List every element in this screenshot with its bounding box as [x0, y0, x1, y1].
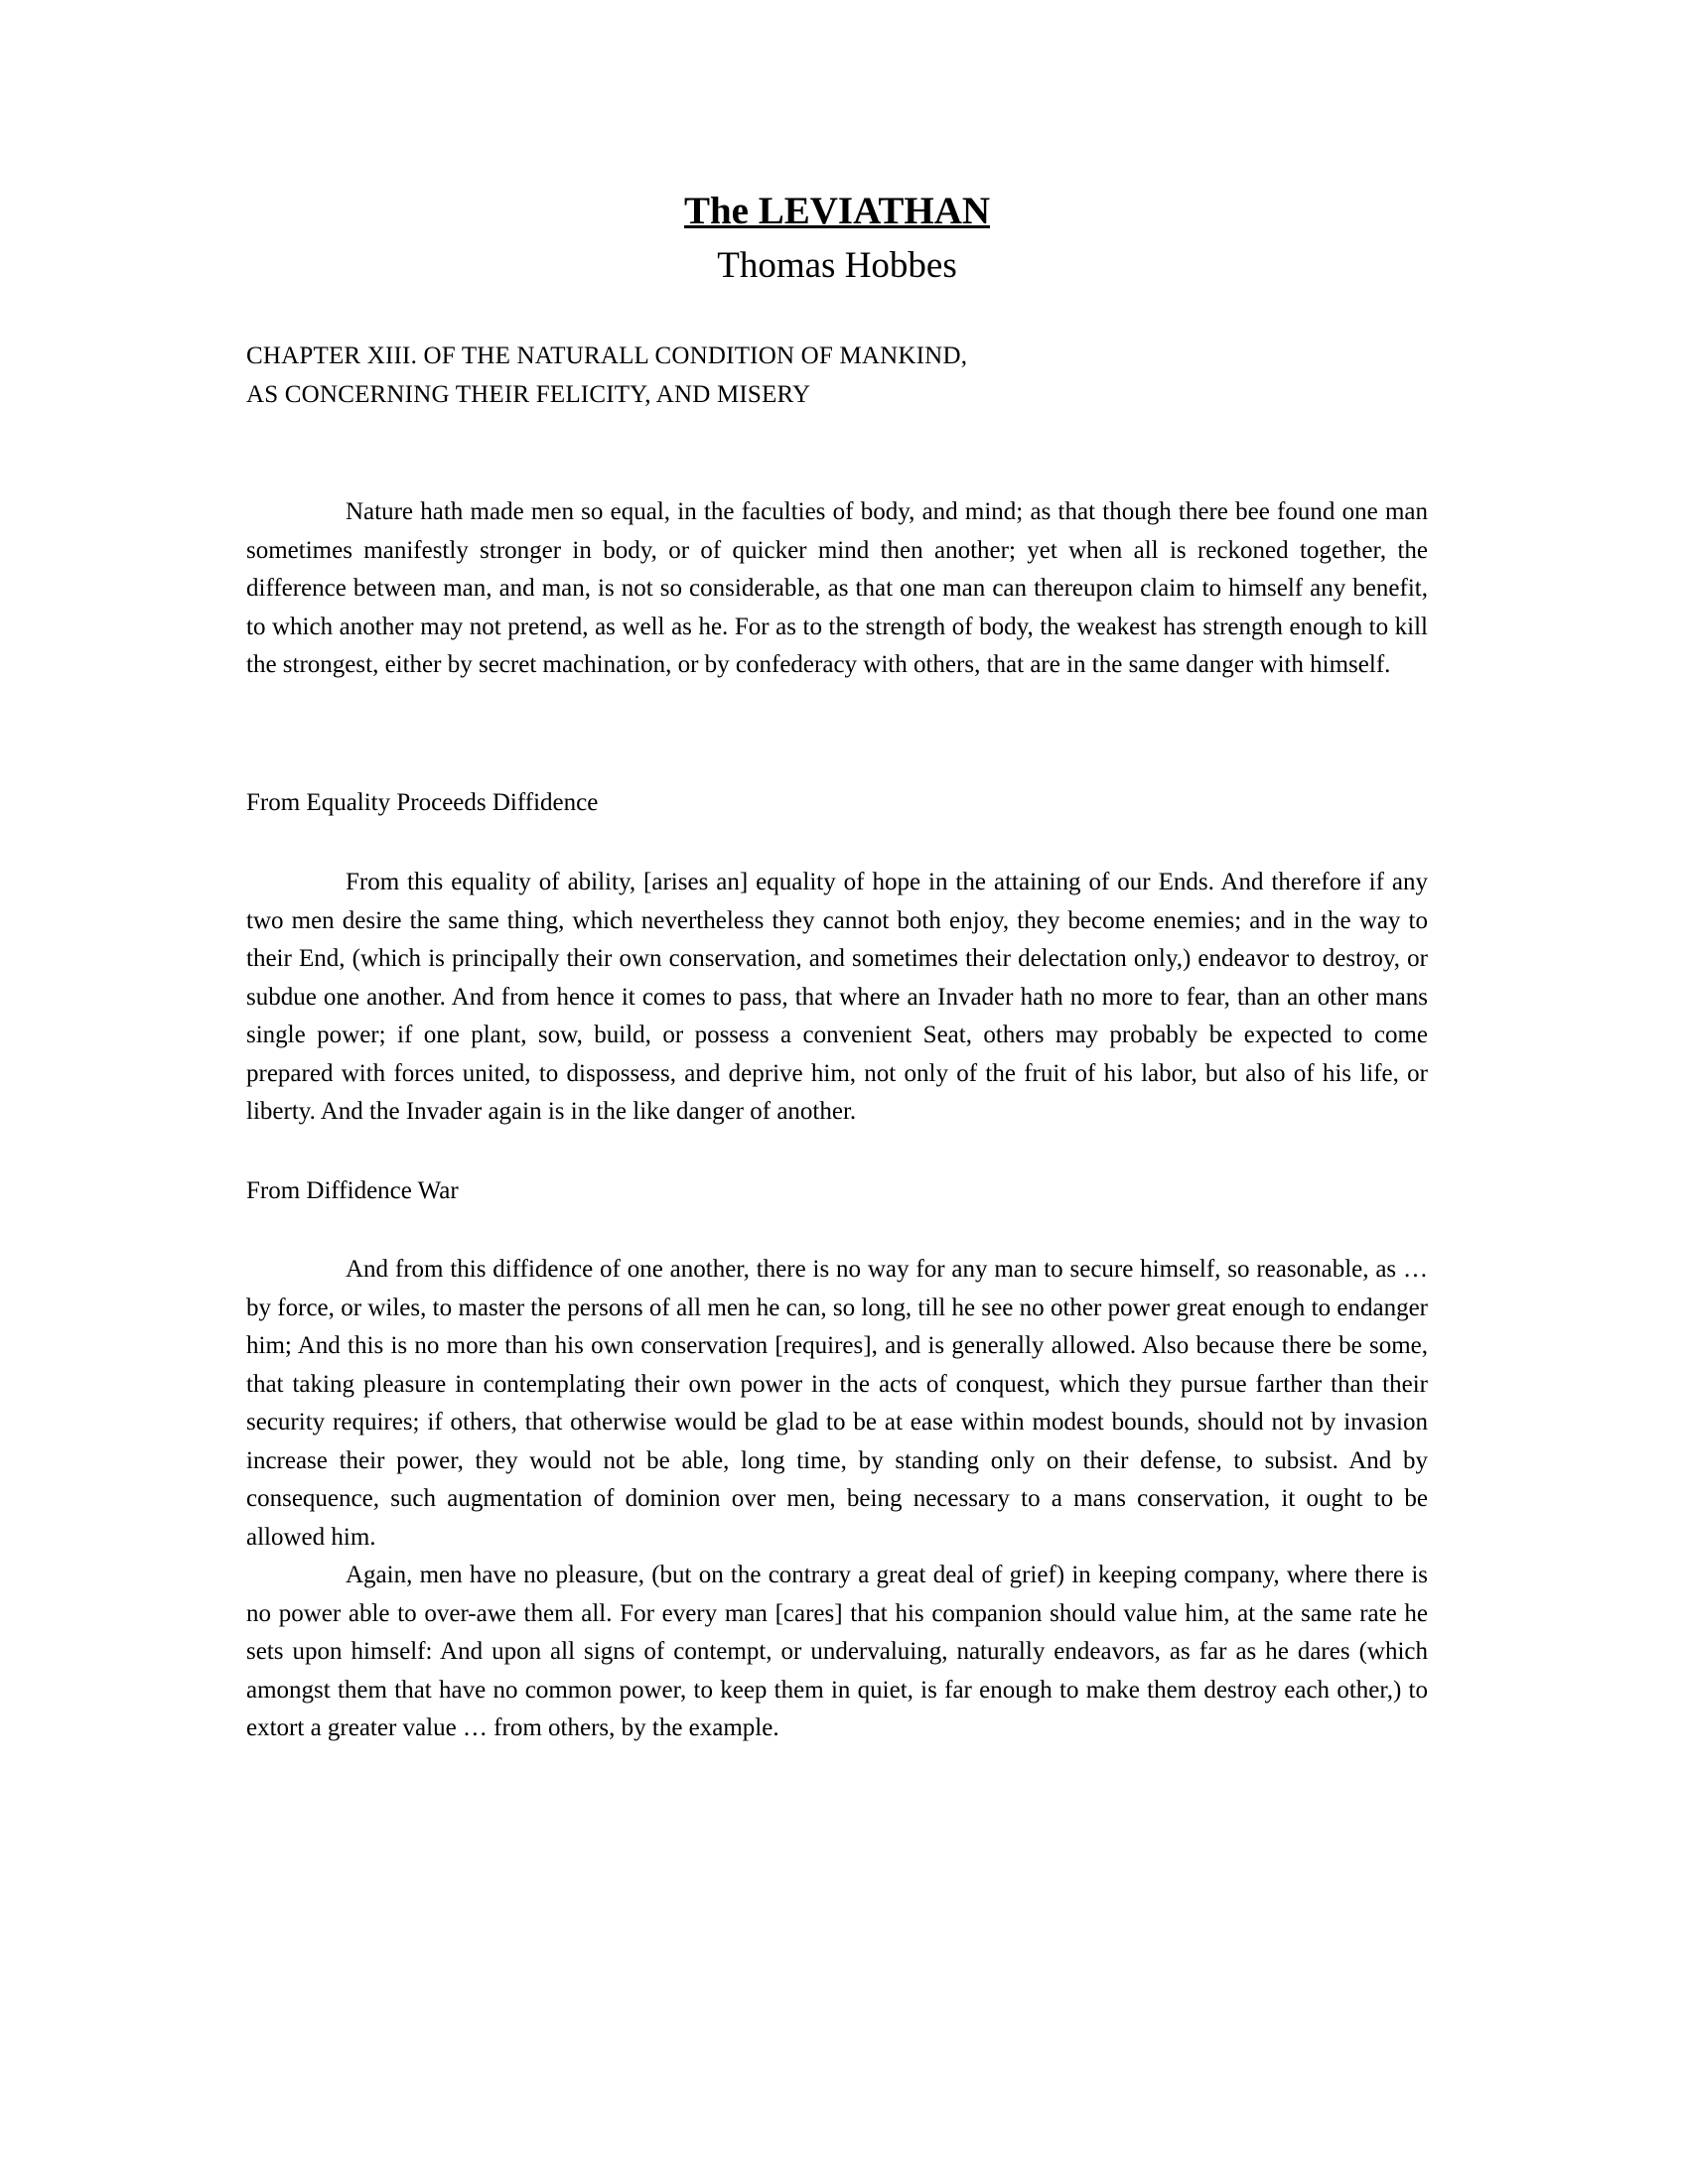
document-title: The LEVIATHAN	[683, 190, 991, 232]
chapter-heading-line-2: AS CONCERNING THEIR FELICITY, AND MISERY	[246, 381, 811, 408]
paragraph-diffidence-of-one-another: And from this diffidence of one another, there is no way for any man to secure himself, so reasonable, as … by force, or wiles, to master the persons of all men he can, so long, till he see no other power great enough to endanger him; And this is no more than his own conservation [requires], and is generally allowed. Also because there be some, that taking pleasure in contemplating their own power in the acts of conquest, which they pursue farther than their security requires; if others, that otherwise would be glad to be at ease within modest bounds, should not by invasion increase their power, they would not be able, long time, by standing only on their defense, to subsist. And by consequence, such augmentation of dominion over men, being necessary to a mans conservation, it ought to be allowed him.	[246, 1256, 1428, 1551]
paragraph-nature-equality: Nature hath made men so equal, in the faculties of body, and mind; as that though there bee found one man sometimes manifestly stronger in body, or of quicker mind then another; yet when all is reckoned together, the difference between man, and man, is not so considerable, as that one man can thereupon claim to himself any benefit, to which another may not pretend, as well as he. For as to the strength of body, the weakest has strength enough to kill the strongest, either by secret machination, or by confederacy with others, that are in the same danger with himself.	[246, 498, 1428, 678]
section-heading-diffidence-war: From Diffidence War	[246, 1176, 459, 1204]
section-heading-equality-diffidence: From Equality Proceeds Diffidence	[246, 788, 599, 816]
chapter-heading-line-1: CHAPTER XIII. OF THE NATURALL CONDITION OF MANKIND,	[246, 342, 968, 369]
paragraph-men-have-no-pleasure: Again, men have no pleasure, (but on the contrary a great deal of grief) in keeping company, where there is no power able to over-awe them all. For every man [cares] that his companion should value him, at the same rate he sets upon himself: And upon all signs of contempt, or undervaluing, naturally endeavors, as far as he dares (which amongst them that have no common power, to keep them in quiet, is far enough to make them destroy each other,) to extort a greater value … from others, by the example.	[246, 1562, 1428, 1741]
document-author: Thomas Hobbes	[717, 245, 957, 286]
chapter-heading	[246, 337, 1428, 414]
paragraph-equality-of-hope: From this equality of ability, [arises an] equality of hope in the attaining of our Ends. And therefore if any two men desire the same thing, which nevertheless they cannot both enjoy, they become enemies; and in the way to their End, (which is principally their own conservation, and sometimes their delectation only,) endeavor to destroy, or subdue one another. And from hence it comes to pass, that where an Invader hath no more to fear, than an other mans single power; if one plant, sow, build, or possess a convenient Seat, others may probably be expected to come prepared with forces united, to dispossess, and deprive him, not only of the fruit of his labor, but also of his life, or liberty. And the Invader again is in the like danger of another.	[246, 869, 1428, 1125]
title-block	[246, 184, 1428, 293]
